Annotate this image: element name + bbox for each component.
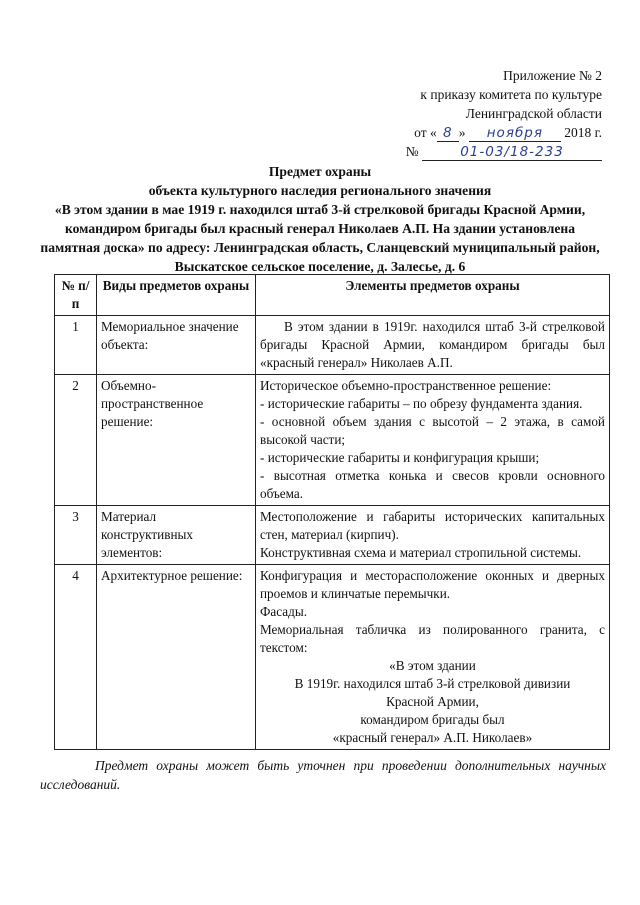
table-row [55,506,610,565]
plaque-line: «В этом здании [389,658,476,673]
annex-date [302,123,602,142]
plaque-line: В 1919г. находился штаб 3-й стрелковой дивизии [294,676,571,691]
date-mid: » [458,125,466,140]
element-line: - основной объем здания с высотой – 2 этажа, в самой высокой части; [260,414,605,447]
element-line: Мемориальная табличка из полированного гранита, с текстом: [260,622,605,655]
row-num: 1 [55,316,97,375]
row-elements [256,506,610,565]
table-header-row [55,275,610,316]
annex-order-ref: к приказу комитета по культуре [420,87,602,102]
plaque-line: командиром бригады был [360,712,505,727]
element-line: Местоположение и габариты исторических капитальных стен, материал (кирпич). [260,509,605,542]
row-kind: Мемориальное значение объекта: [97,316,256,375]
title-subheading: объекта культурного наследия регионального значения [148,183,492,198]
header-kind: Виды предметов охраны [97,275,256,316]
row-elements [256,316,610,375]
row-elements [256,565,610,750]
element-line: Историческое объемно-пространственное решение: [260,378,552,393]
annex-number [302,142,602,161]
date-year: 2018 г. [564,125,602,140]
header-elements: Элементы предметов охраны [256,275,610,316]
element-line: Конструктивная схема и материал стропильной системы. [260,545,582,560]
element-line: - исторические габариты и конфигурация крыши; [260,450,540,465]
annex-title: Приложение № 2 [503,68,602,83]
row-kind: Объемно-пространственное решение: [97,375,256,506]
row-kind: Архитектурное решение: [97,565,256,750]
number-handwritten: 01-03/18-233 [422,145,602,161]
row-num: 2 [55,375,97,506]
row-num: 4 [55,565,97,750]
title-heading: Предмет охраны [268,164,372,179]
element-line: Фасады. [260,604,308,619]
table-row [55,375,610,506]
footnote: Предмет охраны может быть уточнен при проведении дополнительных научных исследований. [40,758,606,792]
annex-region: Ленинградской области [465,106,602,121]
element-line: В этом здании в 1919г. находился штаб 3-й стрелковой бригады Красной Армии, командиром бригады был «красный генерал» Николаев А.П. [260,319,605,370]
date-prefix: от « [414,125,437,140]
date-month-handwritten: ноября [469,126,561,142]
title-object-name: «В этом здании в мае 1919 г. находился штаб 3-й стрелковой бригады Красной Армии, командиром бригады был красный генерал Николаев А.П. На здании установлена памятная доска» по адресу: Ленинградская область, Сланцевский муниципальный район, Выскатское сельское поселение, д. Залесье, д. 6 [40,202,600,274]
document-title [40,162,600,276]
date-day-handwritten: 8 [437,126,459,142]
element-line: Конфигурация и месторасположение оконных и дверных проемов и клинчатые перемычки. [260,568,605,601]
table-row [55,565,610,750]
plaque-line: «красный генерал» А.П. Николаев» [332,730,533,745]
number-prefix: № [405,144,419,159]
row-elements [256,375,610,506]
annex-header [302,66,602,161]
table-row [55,316,610,375]
plaque-line: Красной Армии, [386,694,479,709]
element-line: - высотная отметка конька и свесов кровли основного объема. [260,468,605,501]
header-num: № п/п [55,275,97,316]
element-line: - исторические габариты – по обрезу фундамента здания. [260,396,583,411]
row-kind: Материал конструктивных элементов: [97,506,256,565]
protection-table [54,274,610,750]
row-num: 3 [55,506,97,565]
